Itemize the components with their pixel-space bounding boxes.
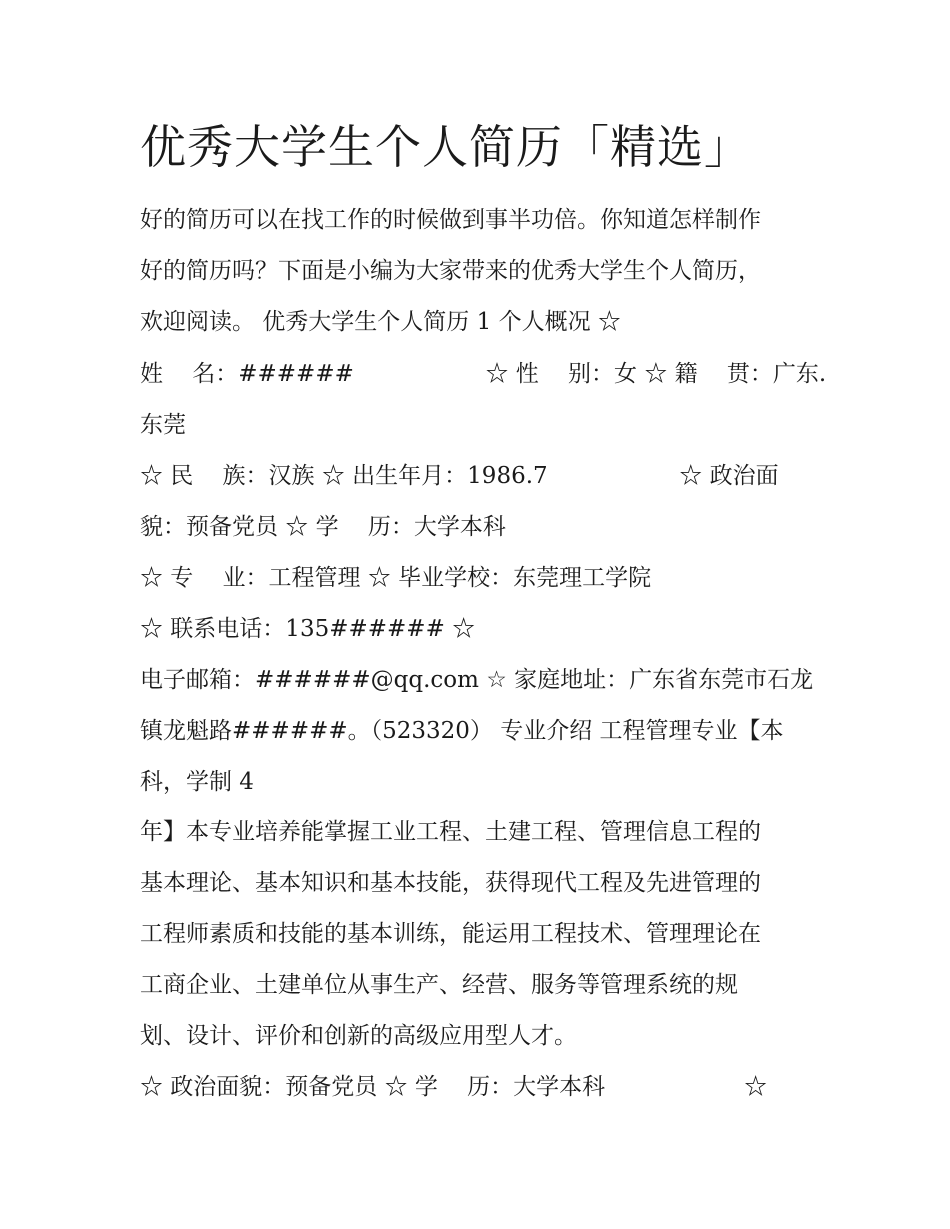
text-line: ☆ 民 族：汉族 ☆ 出生年月：1986.7 ☆ 政治面 (140, 463, 779, 489)
text-line: 欢迎阅读。 优秀大学生个人简历 1 个人概况 ☆ (140, 309, 621, 335)
text-line: 工商企业、土建单位从事生产、经营、服务等管理系统的规 (140, 972, 738, 998)
text-line: 好的简历可以在找工作的时候做到事半功倍。你知道怎样制作 (140, 207, 761, 233)
text-line: 划、设计、评价和创新的高级应用型人才。 (140, 1023, 577, 1049)
text-line: ☆ 专 业：工程管理 ☆ 毕业学校：东莞理工学院 (140, 565, 652, 591)
text-line: 好的简历吗？下面是小编为大家带来的优秀大学生个人简历， (140, 258, 761, 284)
text-line: 工程师素质和技能的基本训练，能运用工程技术、管理理论在 (140, 921, 761, 947)
text-line: 姓 名：###### ☆ 性 别：女 ☆ 籍 贯：广东. (140, 361, 827, 387)
text-line: 科，学制 4 (140, 769, 254, 795)
text-line: 镇龙魁路######。（523320） 专业介绍 工程管理专业【本 (140, 718, 784, 744)
text-line: 东莞 (140, 412, 186, 438)
text-line: 基本理论、基本知识和基本技能，获得现代工程及先进管理的 (140, 870, 761, 896)
text-line: ☆ 政治面貌：预备党员 ☆ 学 历：大学本科 ☆ (140, 1074, 768, 1100)
text-line: 年】本专业培养能掌握工业工程、土建工程、管理信息工程的 (140, 819, 761, 845)
text-line: ☆ 联系电话：135###### ☆ (140, 616, 476, 642)
text-line: 电子邮箱：######@qq.com ☆ 家庭地址：广东省东莞市石龙 (140, 667, 814, 693)
text-line: 貌：预备党员 ☆ 学 历：大学本科 (140, 514, 506, 540)
document-title: 优秀大学生个人简历「精选」 (140, 120, 751, 174)
